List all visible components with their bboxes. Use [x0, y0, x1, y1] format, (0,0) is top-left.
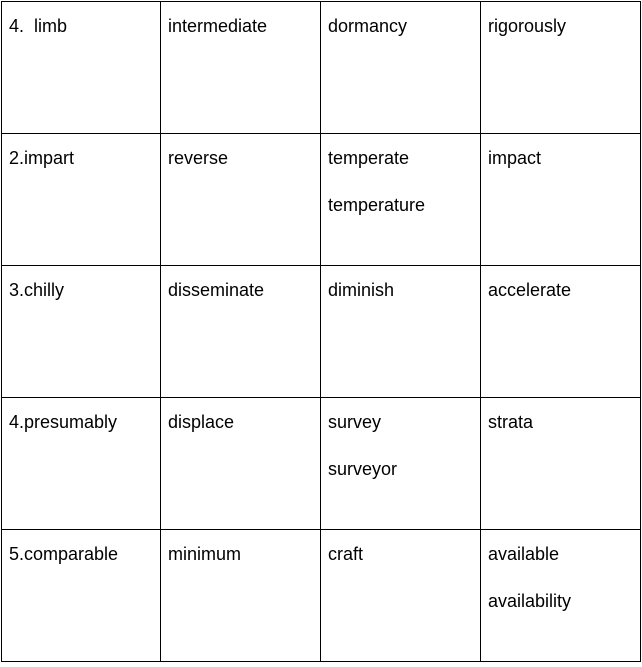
table-cell	[481, 2, 641, 134]
vocabulary-word: 4. limb	[9, 16, 68, 36]
table-cell	[161, 2, 321, 134]
table-cell	[481, 266, 641, 398]
vocabulary-word: 4.presumably	[9, 412, 118, 432]
vocabulary-word: survey	[328, 412, 382, 432]
table-cell	[481, 530, 641, 662]
vocabulary-word: minimum	[168, 544, 242, 564]
table-cell	[321, 530, 481, 662]
vocabulary-word: 5.comparable	[9, 544, 119, 564]
table-cell	[2, 134, 161, 266]
table-cell	[321, 2, 481, 134]
table-cell	[2, 530, 161, 662]
vocabulary-word: diminish	[328, 280, 395, 300]
vocabulary-word: dormancy	[328, 16, 408, 36]
vocabulary-word: temperature	[328, 195, 426, 215]
table-cell	[161, 134, 321, 266]
table-row	[2, 2, 641, 134]
vocabulary-word: rigorously	[488, 16, 567, 36]
table-cell	[481, 134, 641, 266]
vocabulary-word: disseminate	[168, 280, 265, 300]
vocabulary-word: availability	[488, 591, 572, 611]
vocabulary-word: temperate	[328, 148, 410, 168]
vocabulary-word: impact	[488, 148, 542, 168]
table-cell	[481, 398, 641, 530]
vocabulary-word: displace	[168, 412, 235, 432]
vocabulary-word: accelerate	[488, 280, 572, 300]
vocabulary-word: strata	[488, 412, 534, 432]
table-row	[2, 266, 641, 398]
vocabulary-word: craft	[328, 544, 364, 564]
table-cell	[2, 2, 161, 134]
table-cell	[321, 398, 481, 530]
table-cell	[161, 398, 321, 530]
table-cell	[161, 530, 321, 662]
table-cell	[321, 134, 481, 266]
vocabulary-word: 3.chilly	[9, 280, 65, 300]
vocabulary-word: reverse	[168, 148, 229, 168]
table-cell	[161, 266, 321, 398]
table-cell	[321, 266, 481, 398]
vocabulary-word: intermediate	[168, 16, 268, 36]
table-row	[2, 134, 641, 266]
vocabulary-word: surveyor	[328, 459, 398, 479]
table-cell	[2, 398, 161, 530]
vocabulary-word: 2.impart	[9, 148, 75, 168]
table-row	[2, 530, 641, 662]
table-cell	[2, 266, 161, 398]
vocabulary-table	[1, 1, 641, 662]
vocabulary-word: available	[488, 544, 560, 564]
table-row	[2, 398, 641, 530]
